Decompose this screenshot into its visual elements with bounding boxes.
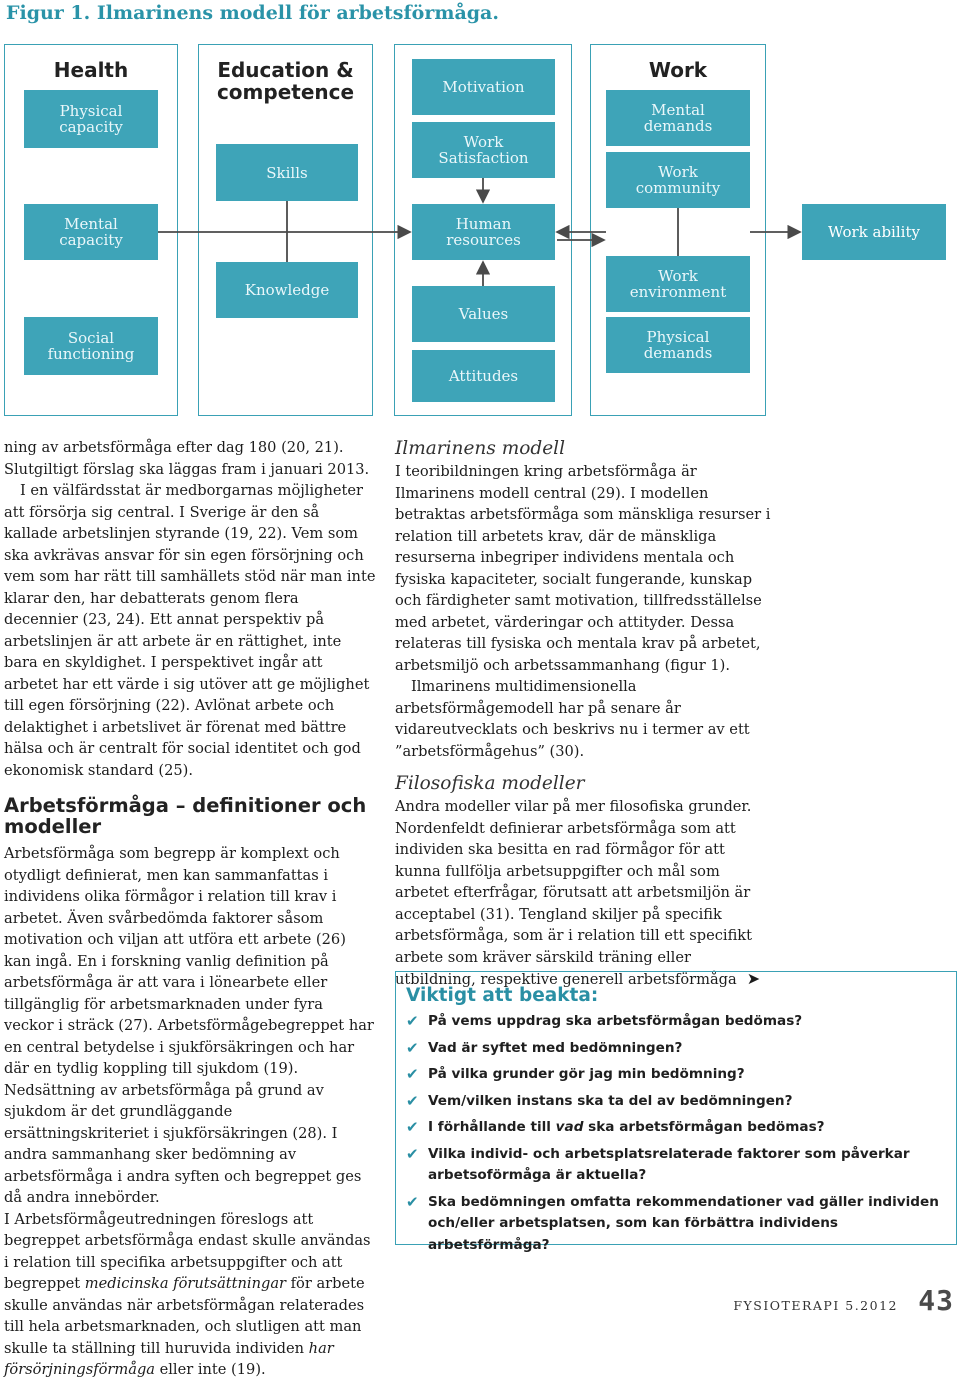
checkmark-icon: ✔: [406, 1091, 419, 1110]
consider-list: [406, 1011, 946, 1256]
right-paragraph-3: [395, 796, 775, 991]
consider-item: [406, 1144, 946, 1187]
p4-italic-medical: medicinska förutsättningar: [84, 1275, 286, 1292]
consider-item-text: ska arbetsförmågan bedömas?: [583, 1119, 825, 1135]
section-heading-definitions: Arbetsförmåga – definitioner och modeller: [4, 794, 367, 838]
figure-title: Figur 1. Ilmarinens modell för arbetsförmåga.: [6, 2, 499, 24]
subheading-philosophical: Filosofiska modeller: [395, 773, 585, 794]
continue-arrow-icon: ➤: [746, 969, 761, 988]
checkmark-icon: ✔: [406, 1012, 419, 1030]
education-title: Education & competence: [216, 58, 355, 104]
knowledge-box: Knowledge: [216, 262, 358, 318]
p3-text: Andra modeller vilar på mer filosofiska grunder. Nordenfeldt definierar arbetsförmåga som att individen ska besitta en rad förmågor för att kunna fullfölja arbetsuppgifter och mål som arbetet efterfrågar, förutsatt att arbetsmiljön är acceptabel (31). Tengland skiljer på specifik arbetsförmåga, som är i relation till ett specifikt arbete som kräver särskild träning eller utbildning, respektive generell arbetsförmåga: [395, 798, 753, 988]
p4-text-a: I Arbetsförmågeutredningen föreslogs att begreppet arbetsförmåga endast skulle användas i relation till specifika arbetsuppgifter och att begreppet: [4, 1210, 371, 1292]
checkmark-icon: ✔: [406, 1192, 419, 1211]
p4-italic-income: har försörjningsförmåga: [4, 1339, 334, 1378]
social-functioning-box: Social functioning: [24, 317, 158, 375]
checkmark-icon: ✔: [406, 1038, 419, 1057]
left-paragraph-2: I en välfärdsstat är medborgarnas möjligheter att försörja sig central. I Sverige är den så kallade arbetslinjen styrande (19, 22). Vem som ska avkrävas ansvar för sin egen försörjning och vem som har rätt till samhällets stöd när man inte klarar den, har debatterats genom flera decennier (23, 24). Ett annat perspektiv på arbetslinjen är att arbete är en rättighet, inte bara en skyldighet. I perspektivet ingår att arbetet har ett värde i sig utöver att ge möjlighet till egen försörjning (22). Avlönat arbete och delaktighet i arbetslivet är förenat med bättre hälsa och är centralt för social identitet och god ekonomisk standard (25).: [4, 482, 376, 779]
checkmark-icon: ✔: [406, 1144, 419, 1163]
left-paragraph-3: Arbetsförmåga som begrepp är komplext och otydligt definierat, men kan sammanfattas i individens olika förmågor i relation till krav i arbetet. Även svårbedömda faktorer såsom motivation och viljan att utföra ett arbete (26) kan ingå. En i forskning vanlig definition på arbetsförmåga är att vara i lönearbete eller tillgänglig för arbetsmarknaden under fyra veckor i sträck (27). Arbetsförmågebegreppet har en central betydelse i sjukförsäkringen och har där en tydlig koppling till sjukdom (19). Nedsättning av arbetsförmåga på grund av sjukdom är det grundläggande ersättningskriteriet i sjukförsäkringen (28). I andra sammanhang sker bedömning av arbetsförmåga i andra syften och begreppet ges då andra innebörder.: [4, 845, 374, 1206]
human-resources-box: Human resources: [412, 204, 555, 260]
subheading-ilmarinen: Ilmarinens modell: [395, 438, 566, 459]
work-environment-box: Work environment: [606, 256, 750, 312]
left-paragraph-1: ning av arbetsförmåga efter dag 180 (20, 21). Slutgiltigt förslag ska läggas fram i januari 2013.: [4, 439, 370, 478]
consider-item: [406, 1064, 946, 1086]
work-satisfaction-box: Work Satisfaction: [412, 122, 555, 178]
right-text-column: [395, 437, 775, 991]
page-number: 43: [918, 1284, 954, 1317]
consider-item: [406, 1038, 946, 1060]
right-paragraph-1: I teoribildningen kring arbetsförmåga är Ilmarinens modell central (29). I modellen betraktas arbetsförmåga som mänskliga resurser i relation till arbetets krav, där de mänskliga resurserna inbegriper individens mentala och fysiska kapaciteter, socialt fungerande, kunskap och färdigheter samt motivation, tillfredsställelse med arbetet, värderingar och attityder. Dessa relateras till fysiska och mentala krav på arbetet, arbetsmiljö och arbetssammanhang (figur 1).: [395, 463, 771, 674]
health-title: Health: [53, 58, 129, 82]
physical-capacity-box: Physical capacity: [24, 90, 158, 148]
consider-item-text: Vad är syftet med bedömningen?: [428, 1039, 683, 1056]
work-community-box: Work community: [606, 152, 750, 208]
ilmarinen-model-diagram: [0, 0, 960, 430]
consider-item: [406, 1117, 946, 1139]
motivation-box: Motivation: [412, 59, 555, 115]
values-box: Values: [412, 286, 555, 342]
consider-item-text: Vilka individ- och arbetsplatsrelaterade faktorer som påverkar arbetsoförmåga är aktuella?: [428, 1145, 910, 1183]
checkmark-icon: ✔: [406, 1065, 419, 1083]
work-title: Work: [648, 58, 708, 82]
p4-text-e: eller inte (19).: [154, 1361, 266, 1378]
work-ability-box: Work ability: [802, 204, 946, 260]
left-paragraph-4: [4, 1209, 376, 1381]
p4-text-c: för arbete skulle användas när arbetsförmågan relaterades till hela arbetsmarknaden, och slutligen att man skulle ta ställning till huruvida individen: [4, 1275, 365, 1357]
consider-item: [406, 1091, 946, 1113]
consider-item-text: Ska bedömningen omfatta rekommendationer vad gäller individen och/eller arbetsplatsen, som kan förbättra individens arbetsförmåga?: [428, 1193, 939, 1253]
journal-footer: FYSIOTERAPI 5.2012: [733, 1298, 898, 1313]
left-text-column: [4, 437, 376, 1381]
consider-box: [395, 971, 957, 1253]
consider-item-text: Vem/vilken instans ska ta del av bedömningen?: [428, 1092, 793, 1109]
consider-item-text: På vems uppdrag ska arbetsförmågan bedömas?: [428, 1013, 803, 1029]
mental-capacity-box: Mental capacity: [24, 204, 158, 260]
attitudes-box: Attitudes: [412, 350, 555, 402]
diagram-connectors: [0, 0, 960, 430]
consider-item: [406, 1011, 946, 1033]
consider-item-italic: vad: [555, 1119, 584, 1135]
consider-item: [406, 1192, 946, 1257]
consider-item-text: På vilka grunder gör jag min bedömning?: [428, 1066, 745, 1082]
mental-demands-box: Mental demands: [606, 90, 750, 146]
consider-box-title: Viktigt att beakta:: [406, 985, 599, 1006]
skills-box: Skills: [216, 144, 358, 201]
consider-item-text: I förhållande till: [428, 1119, 556, 1135]
checkmark-icon: ✔: [406, 1118, 419, 1136]
physical-demands-box: Physical demands: [606, 317, 750, 373]
right-paragraph-2: Ilmarinens multidimensionella arbetsförmågemodell har på senare år vidareutvecklats och beskrivs nu i termer av ett ”arbetsförmågehus” (30).: [395, 678, 750, 760]
